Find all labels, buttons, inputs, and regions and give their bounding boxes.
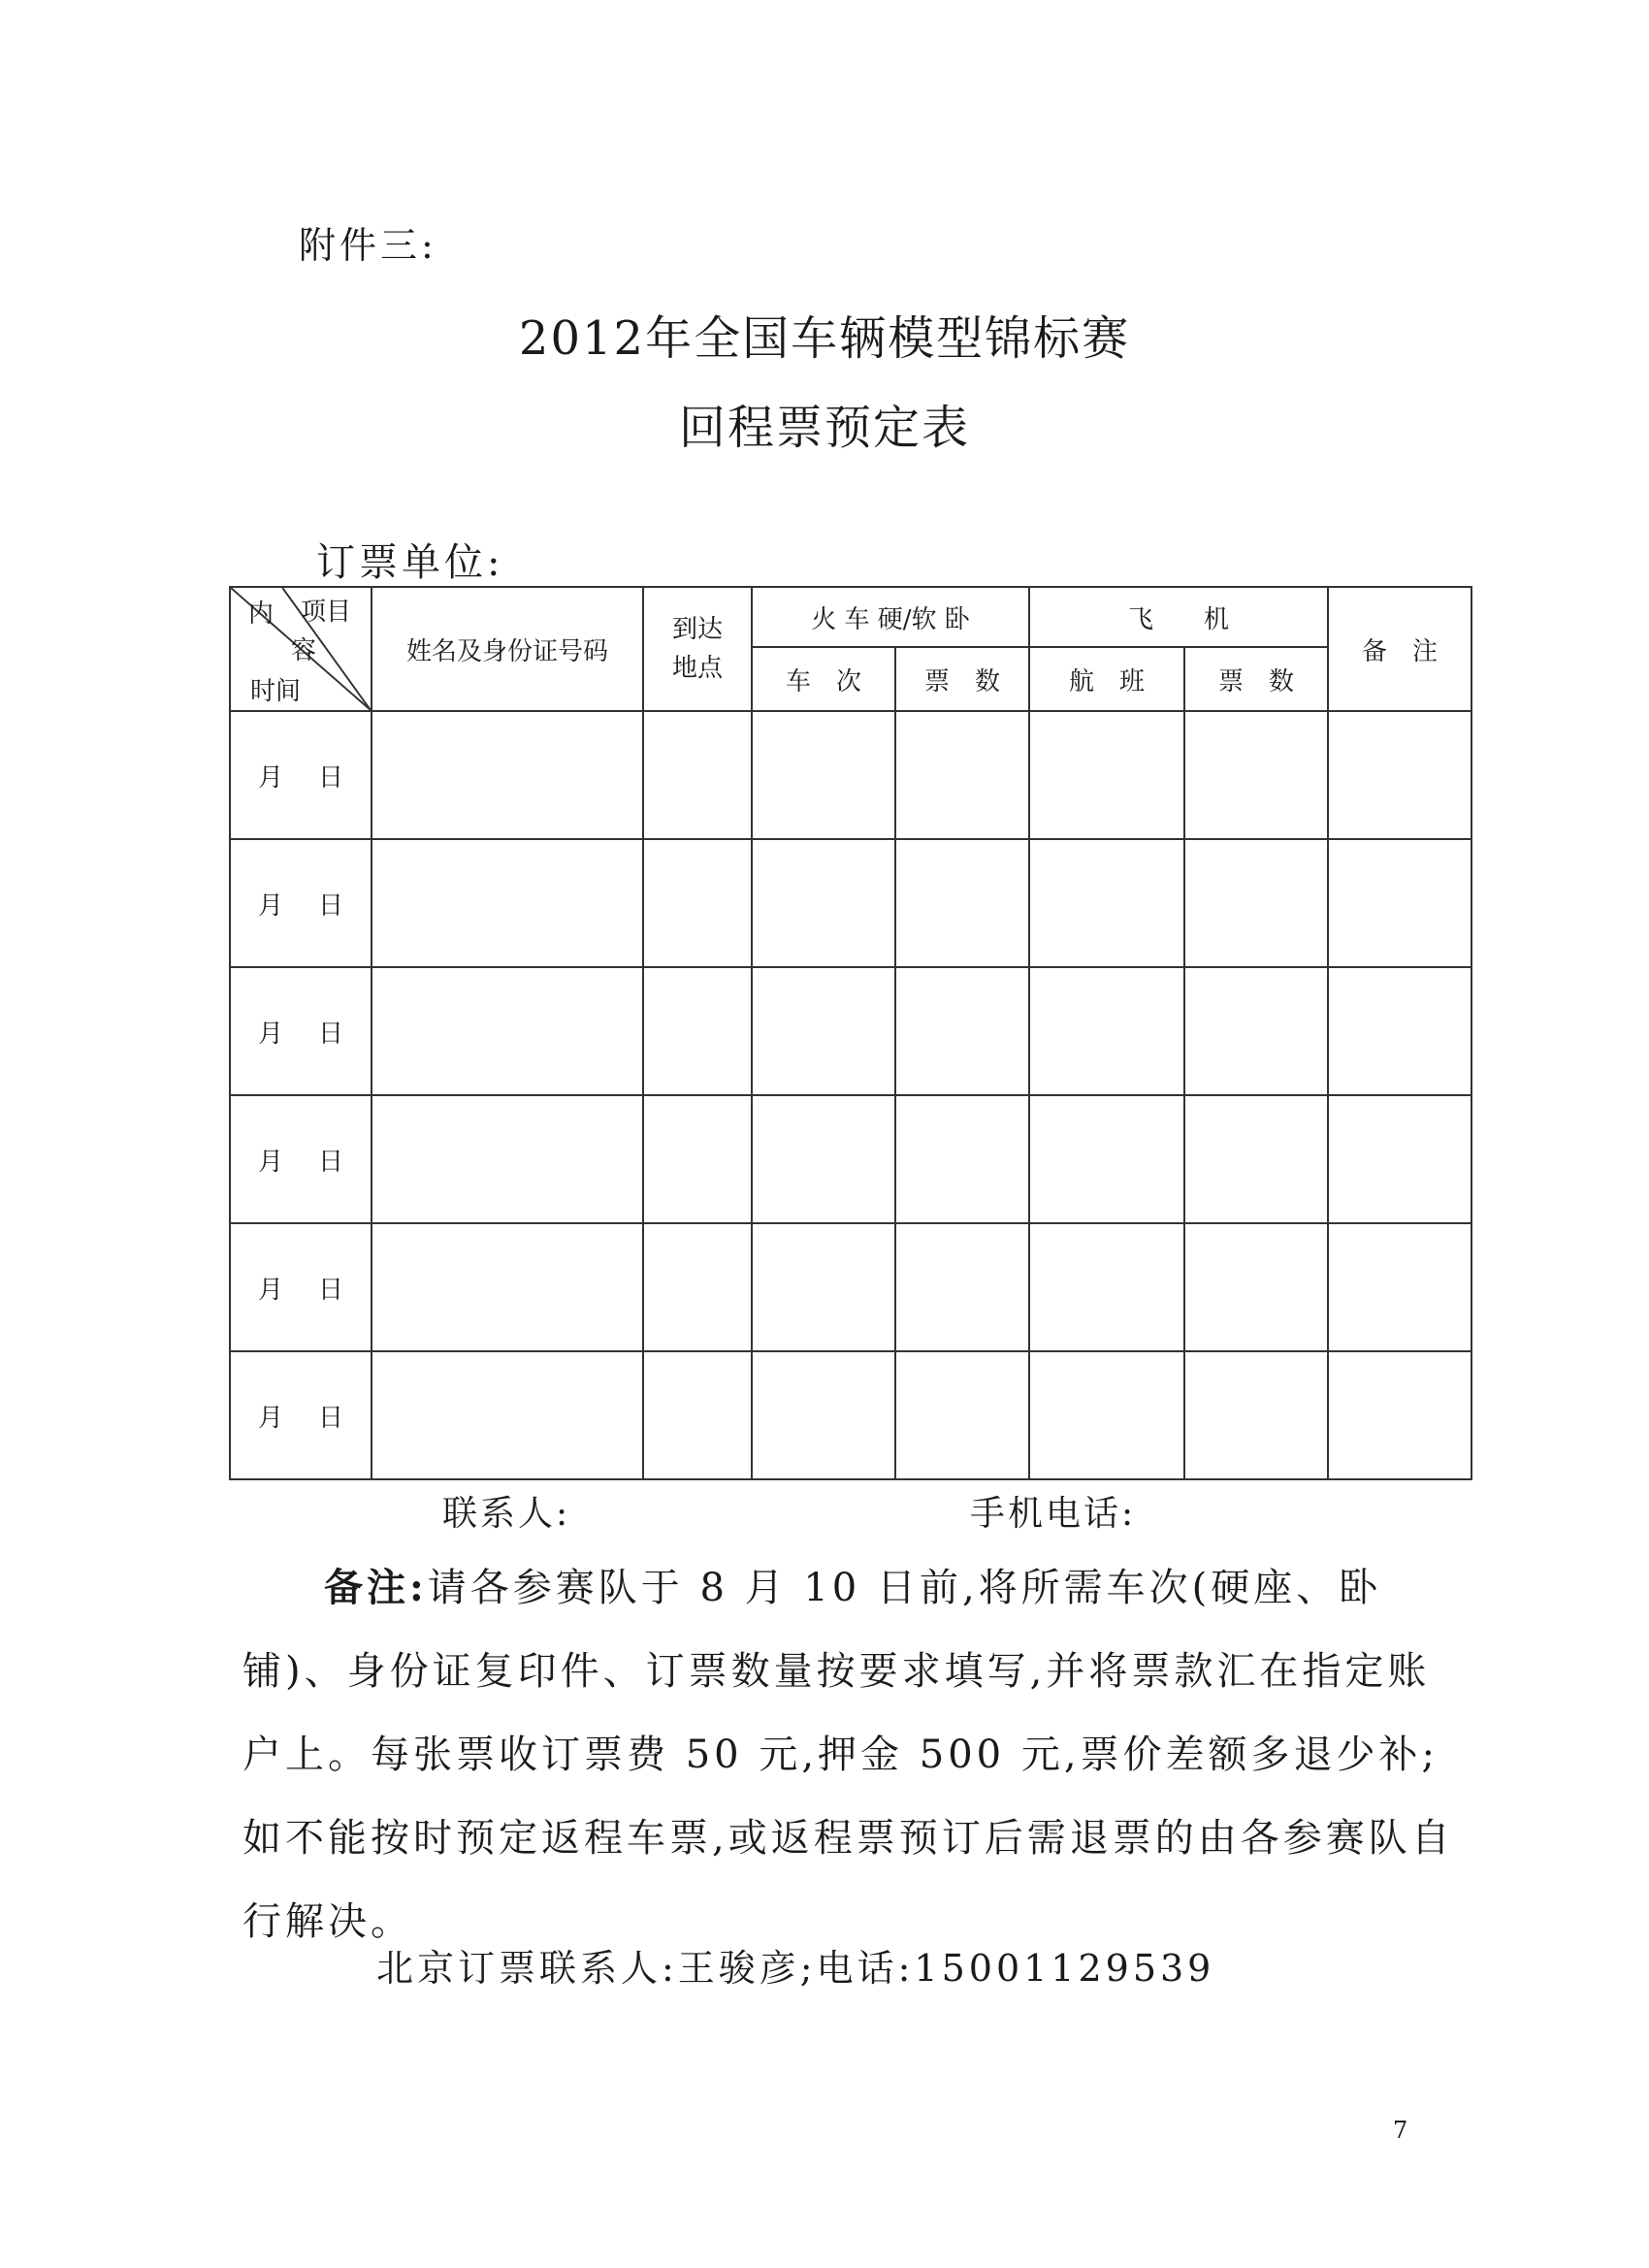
- mobile-phone-label: 手机电话:: [970, 1494, 1137, 1534]
- table-row: [230, 1351, 1471, 1479]
- booking-table: [229, 586, 1471, 1480]
- corner-label-time: 时间: [250, 677, 302, 706]
- train-number-field[interactable]: [752, 1351, 895, 1479]
- remarks-field[interactable]: [1328, 839, 1471, 967]
- note-text: 请各参赛队于 8 月 10 日前,将所需车次(硬座、卧铺)、身份证复印件、订票数量按要求填写,并将票款汇在指定账户上。每张票收订票费 50 元,押金 500 元,票价差额多退少补;如不能按时预定返程车票,或返程票预订后需退票的由各参赛队自行解决。: [242, 1566, 1454, 1944]
- train-header: 火 车 硬/软 卧: [752, 587, 1029, 647]
- remarks-field[interactable]: [1328, 967, 1471, 1095]
- arrival-field[interactable]: [643, 839, 752, 967]
- train-number-field[interactable]: [752, 1095, 895, 1223]
- note-label: 备注:: [324, 1565, 428, 1610]
- arrival-field[interactable]: [643, 1351, 752, 1479]
- name-id-header: 姓名及身份证号码: [372, 587, 643, 711]
- arrival-field[interactable]: [643, 1095, 752, 1223]
- flight-tickets-field[interactable]: [1184, 1223, 1328, 1351]
- train-number-field[interactable]: [752, 967, 895, 1095]
- name-id-field[interactable]: [372, 839, 643, 967]
- name-id-field[interactable]: [372, 1095, 643, 1223]
- table-row: [230, 1223, 1471, 1351]
- remarks-field[interactable]: [1328, 1351, 1471, 1479]
- corner-header-cell: [230, 587, 372, 711]
- arrival-header: 到达 地点: [643, 587, 752, 711]
- arrival-field[interactable]: [643, 967, 752, 1095]
- name-id-field[interactable]: [372, 1351, 643, 1479]
- page-number: 7: [1393, 2117, 1408, 2144]
- name-id-field[interactable]: [372, 711, 643, 839]
- train-tickets-field[interactable]: [895, 711, 1029, 839]
- flight-tickets-field[interactable]: [1184, 1351, 1328, 1479]
- note-paragraph: [242, 1546, 1465, 1963]
- date-cell: 月 日: [230, 1351, 372, 1479]
- flight-number-field[interactable]: [1029, 1095, 1184, 1223]
- corner-label-nei: 内: [248, 599, 275, 629]
- document-title: 2012年全国车辆模型锦标赛: [518, 311, 1131, 366]
- flight-number-field[interactable]: [1029, 1223, 1184, 1351]
- name-id-field[interactable]: [372, 967, 643, 1095]
- flight-number-field[interactable]: [1029, 839, 1184, 967]
- flight-tickets-field[interactable]: [1184, 967, 1328, 1095]
- train-number-header: 车 次: [752, 647, 895, 711]
- document-subtitle: 回程票预定表: [678, 401, 970, 455]
- table-row: [230, 967, 1471, 1095]
- train-number-field[interactable]: [752, 711, 895, 839]
- plane-header: 飞 机: [1029, 587, 1328, 647]
- train-number-field[interactable]: [752, 839, 895, 967]
- remarks-field[interactable]: [1328, 711, 1471, 839]
- train-tickets-header: 票 数: [895, 647, 1029, 711]
- beijing-contact-line: 北京订票联系人:王骏彦;电话:15001129539: [376, 1947, 1215, 1990]
- attachment-label: 附件三:: [299, 224, 437, 267]
- flight-number-field[interactable]: [1029, 1351, 1184, 1479]
- arrival-field[interactable]: [643, 1223, 752, 1351]
- contact-person-label: 联系人:: [442, 1494, 571, 1534]
- date-cell: 月 日: [230, 1223, 372, 1351]
- corner-label-item: 项目: [301, 598, 352, 627]
- train-tickets-field[interactable]: [895, 1351, 1029, 1479]
- train-tickets-field[interactable]: [895, 1223, 1029, 1351]
- date-cell: 月 日: [230, 839, 372, 967]
- name-id-field[interactable]: [372, 1223, 643, 1351]
- train-tickets-field[interactable]: [895, 967, 1029, 1095]
- table-row: [230, 711, 1471, 839]
- flight-number-field[interactable]: [1029, 711, 1184, 839]
- booking-unit-label: 订票单位:: [316, 540, 504, 585]
- corner-label-rong: 容: [291, 636, 317, 665]
- flight-tickets-field[interactable]: [1184, 1095, 1328, 1223]
- remarks-header: 备 注: [1328, 587, 1471, 711]
- table-row: [230, 1095, 1471, 1223]
- date-cell: 月 日: [230, 967, 372, 1095]
- flight-tickets-field[interactable]: [1184, 839, 1328, 967]
- train-number-field[interactable]: [752, 1223, 895, 1351]
- flight-number-field[interactable]: [1029, 967, 1184, 1095]
- flight-tickets-field[interactable]: [1184, 711, 1328, 839]
- flight-tickets-header: 票 数: [1184, 647, 1328, 711]
- arrival-field[interactable]: [643, 711, 752, 839]
- table-row: [230, 839, 1471, 967]
- train-tickets-field[interactable]: [895, 839, 1029, 967]
- train-tickets-field[interactable]: [895, 1095, 1029, 1223]
- date-cell: 月 日: [230, 1095, 372, 1223]
- flight-number-header: 航 班: [1029, 647, 1184, 711]
- remarks-field[interactable]: [1328, 1095, 1471, 1223]
- remarks-field[interactable]: [1328, 1223, 1471, 1351]
- date-cell: 月 日: [230, 711, 372, 839]
